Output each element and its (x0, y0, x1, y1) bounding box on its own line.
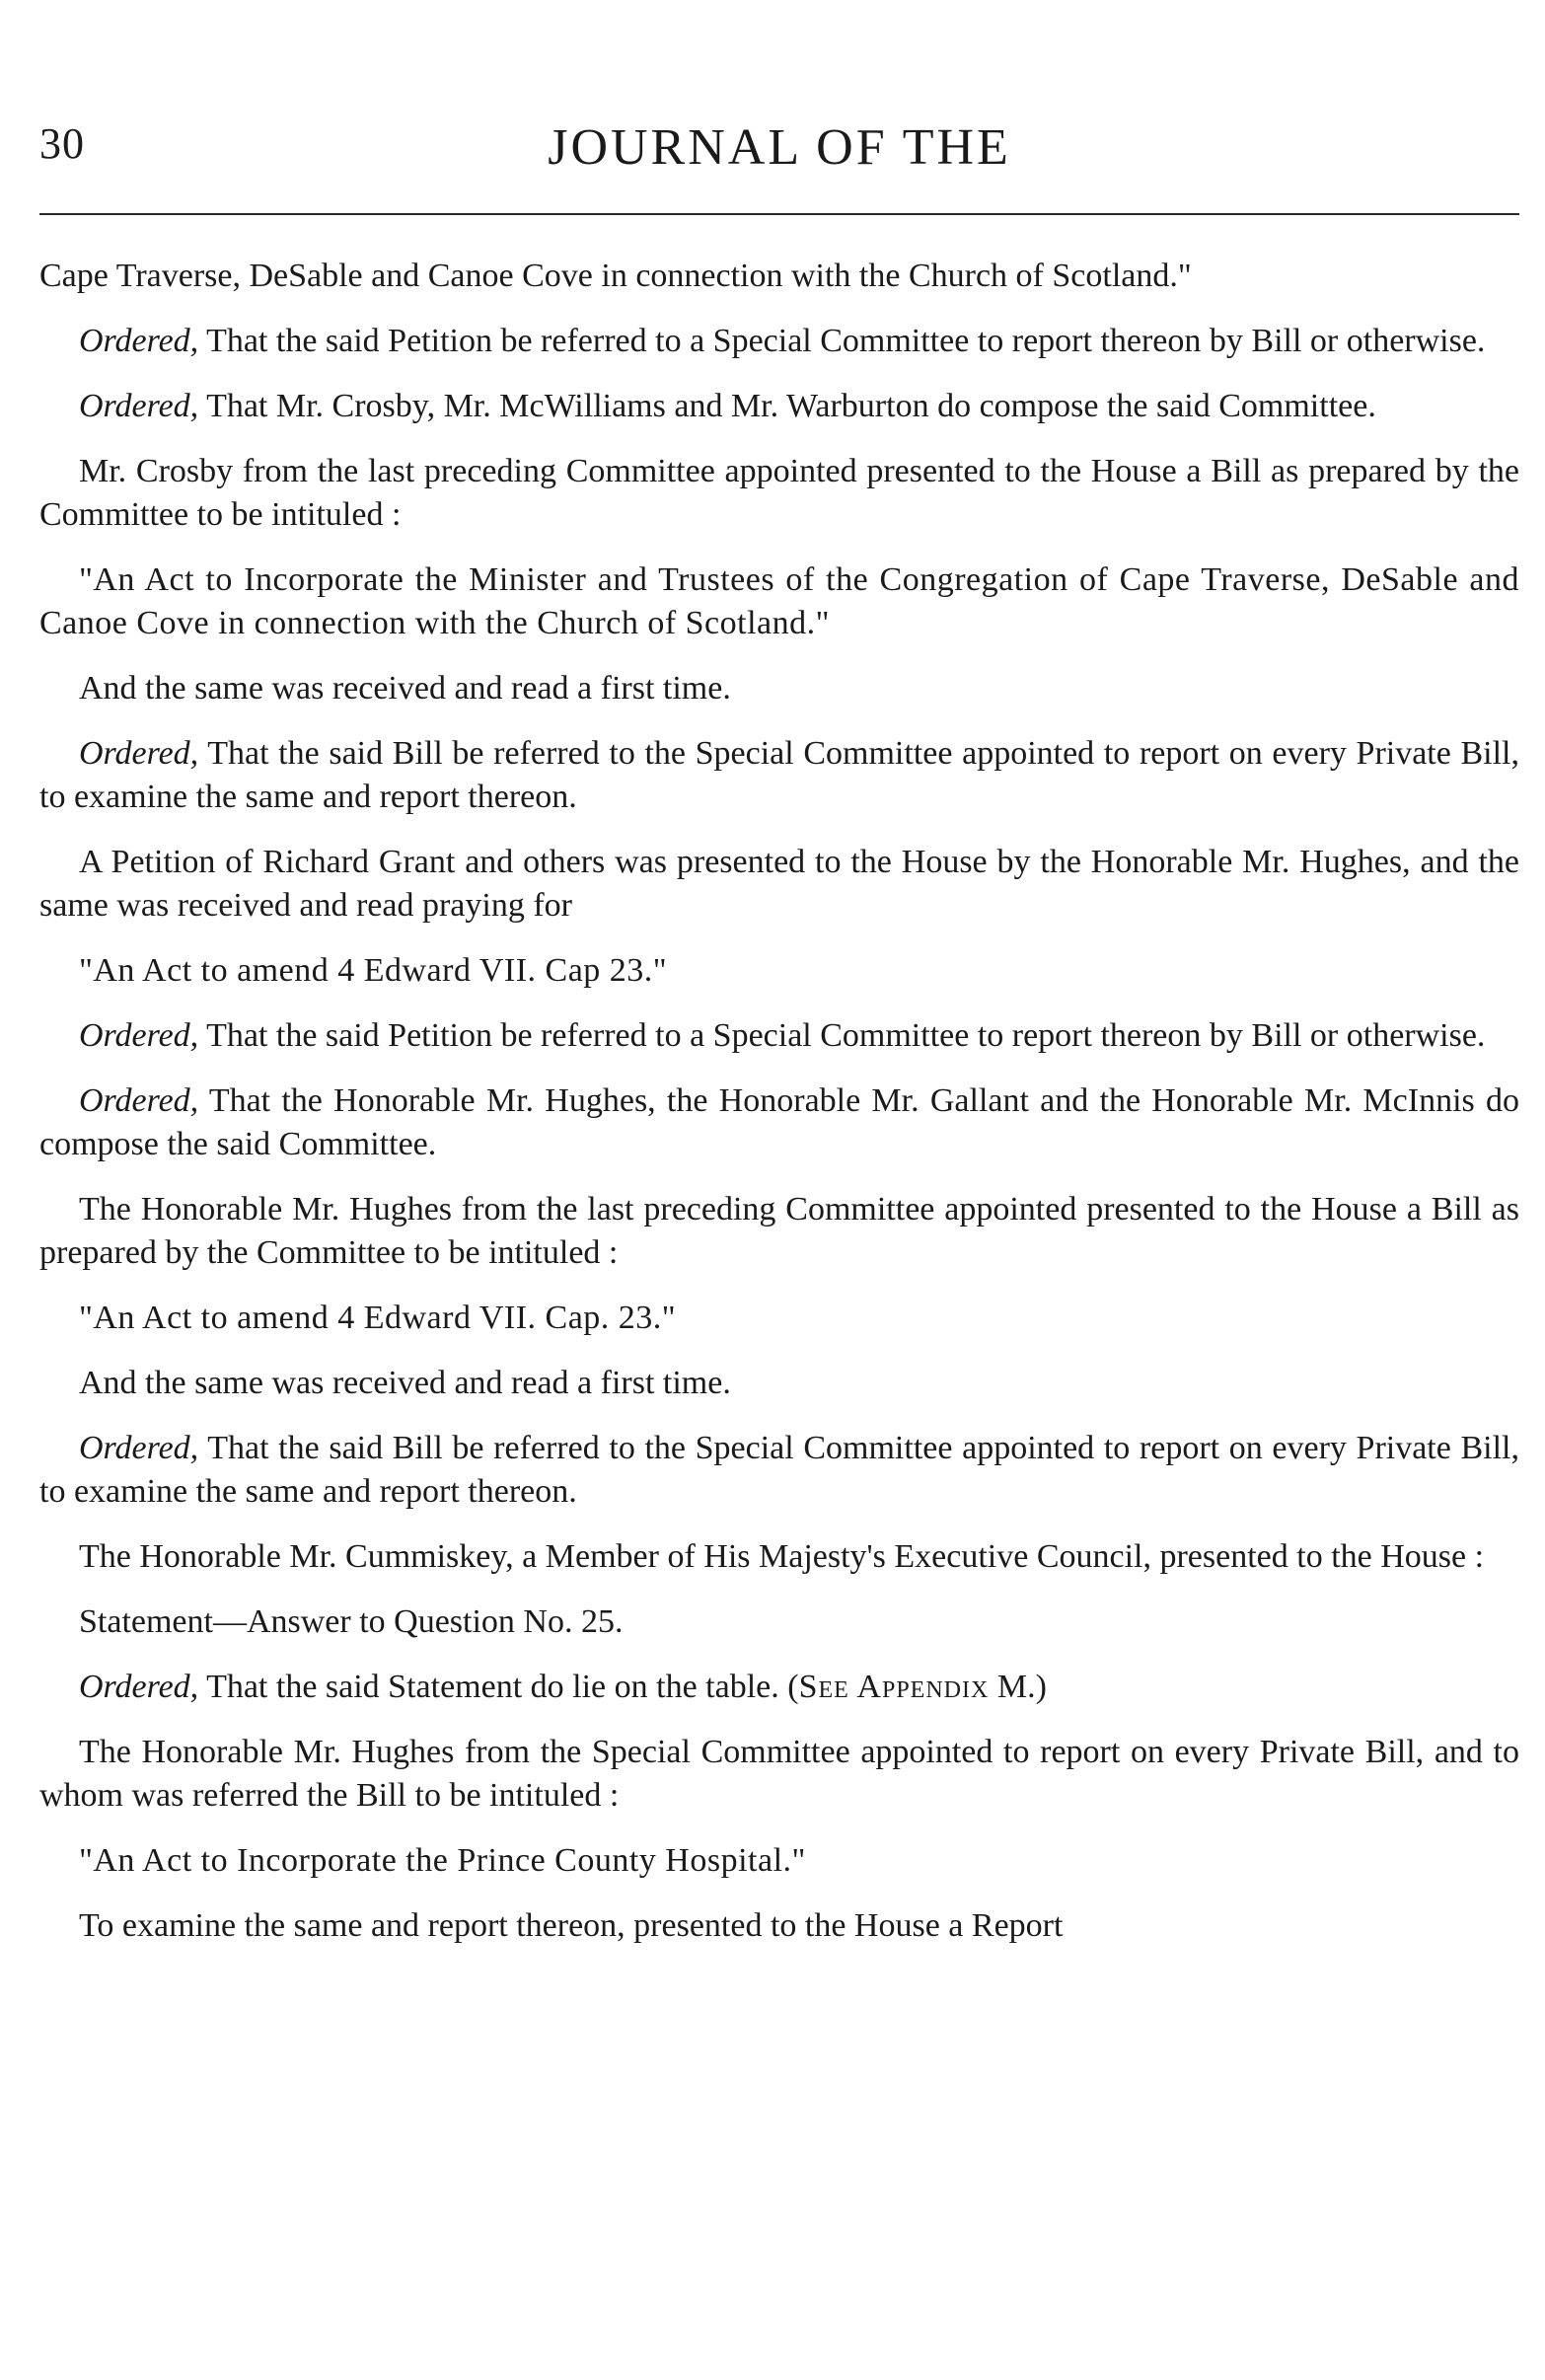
running-title: JOURNAL OF THE (548, 119, 1011, 176)
bill-title-quote: "An Act to Incorporate the Prince County Hospital." (79, 1842, 806, 1879)
paragraph-text: M.) (989, 1669, 1047, 1705)
bill-title-quote: "An Act to Incorporate the Minister and Trustees of the Congregation of Cape Traverse, DeSable and Canoe Cove in connection with the Church of Scotland." (39, 561, 1519, 641)
paragraph: Statement—Answer to Question No. 25. (79, 1603, 624, 1640)
paragraph-text: That the said Petition be referred to a Special Committee to report thereon by Bill or otherwise. (198, 323, 1486, 359)
paragraph (39, 1427, 1519, 1514)
paragraph (39, 1014, 1519, 1058)
paragraph-text: That the said Bill be referred to the Special Committee appointed to report on every Private Bill, to examine the same and report thereon. (39, 1430, 1519, 1510)
paragraph (39, 385, 1519, 428)
paragraph: And the same was received and read a first time. (79, 1365, 731, 1401)
paragraph: The Honorable Mr. Cummiskey, a Member of His Majesty's Executive Council, presented to the House : (79, 1538, 1485, 1575)
paragraph-text: That the said Statement do lie on the table. ( (198, 1669, 799, 1705)
appendix-reference: See Appendix (798, 1669, 990, 1705)
ordered-label: Ordered, (79, 1082, 199, 1119)
ordered-label: Ordered, (79, 735, 199, 772)
paragraph: A Petition of Richard Grant and others was presented to the House by the Honorable Mr. Hughes, and the same was received and read praying for (39, 844, 1519, 924)
ordered-label: Ordered, (79, 323, 199, 359)
bill-title-quote: "An Act to amend 4 Edward VII. Cap. 23." (79, 1300, 677, 1336)
paragraph: Mr. Crosby from the last preceding Committee appointed presented to the House a Bill as prepared by the Committee to be intituled : (39, 453, 1519, 533)
paragraph: And the same was received and read a first time. (79, 670, 731, 707)
ordered-label: Ordered, (79, 1430, 199, 1466)
paragraph-text: That Mr. Crosby, Mr. McWilliams and Mr. Warburton do compose the said Committee. (198, 388, 1376, 424)
paragraph-text: That the said Bill be referred to the Special Committee appointed to report on every Private Bill, to examine the same and report thereon. (39, 735, 1519, 815)
paragraph: The Honorable Mr. Hughes from the Special Committee appointed to report on every Private Bill, and to whom was referred the Bill to be intituled : (39, 1734, 1519, 1814)
ordered-label: Ordered, (79, 388, 199, 424)
page-body (39, 255, 1519, 1970)
paragraph: The Honorable Mr. Hughes from the last preceding Committee appointed presented to the House a Bill as prepared by the Committee to be intituled : (39, 1191, 1519, 1271)
paragraph-text: That the Honorable Mr. Hughes, the Honorable Mr. Gallant and the Honorable Mr. McInnis do compose the said Committee. (39, 1082, 1519, 1162)
page-header (39, 118, 1519, 187)
paragraph (39, 320, 1519, 363)
ordered-label: Ordered, (79, 1017, 199, 1054)
paragraph: Cape Traverse, DeSable and Canoe Cove in connection with the Church of Scotland." (39, 258, 1192, 294)
paragraph (39, 1079, 1519, 1166)
paragraph-text: That the said Petition be referred to a Special Committee to report thereon by Bill or otherwise. (198, 1017, 1486, 1054)
ordered-label: Ordered, (79, 1669, 199, 1705)
paragraph (39, 1666, 1519, 1709)
paragraph (39, 732, 1519, 819)
header-rule (39, 213, 1519, 215)
page-number: 30 (39, 119, 85, 168)
bill-title-quote: "An Act to amend 4 Edward VII. Cap 23." (79, 952, 668, 989)
paragraph: To examine the same and report thereon, presented to the House a Report (79, 1907, 1064, 1944)
